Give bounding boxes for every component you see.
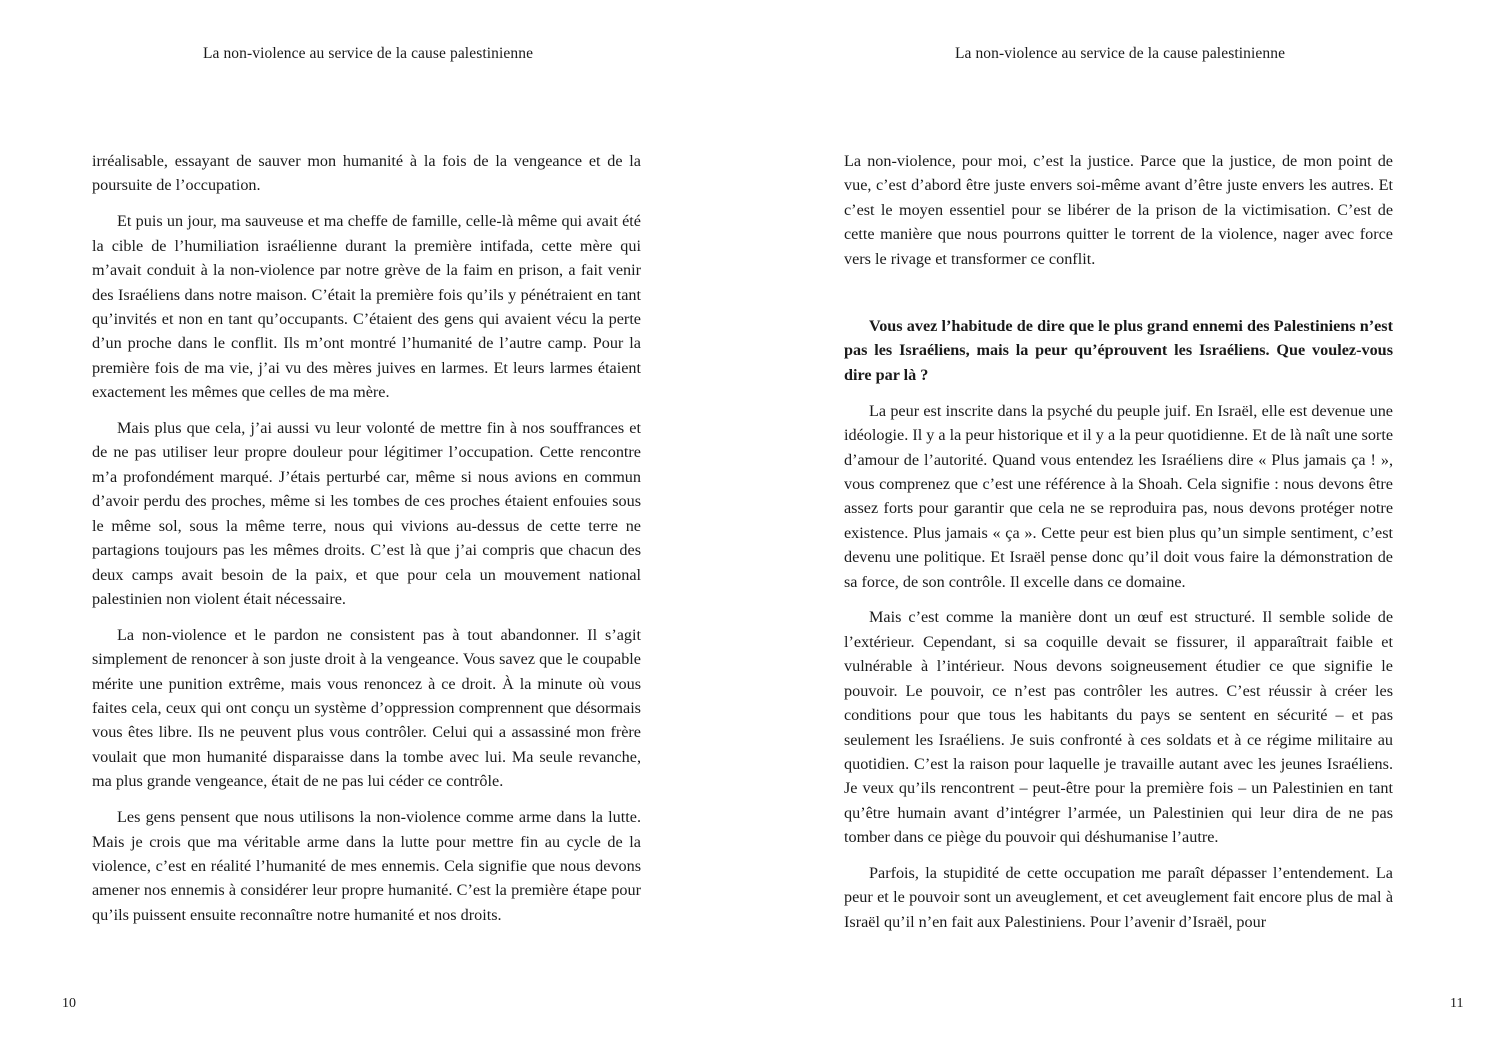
right-body-text	[844, 149, 1393, 283]
paragraph: La non-violence, pour moi, c’est la justice. Parce que la justice, de mon point de vue, c’est d’abord être juste envers soi-même avant d’être juste envers les autres. Et c’est le moyen essentiel pour se libérer de la prison de la victimisation. C’est de cette manière que nous pourrons quitter le torrent de la violence, nager avec force vers le rivage et transformer ce conflit.	[844, 152, 1393, 268]
paragraph: Mais plus que cela, j’ai aussi vu leur volonté de mettre fin à nos souffrances et de ne pas utiliser leur propre douleur pour légitimer l’occupation. Cette rencontre m’a profondément marqué. J’étais perturbé car, même si nous avions en commun d’avoir perdu des proches, même si les tombes de ces proches étaient enfouies sous le même sol, sous la même terre, nous qui vivions au-dessus de cette terre ne partagions toujours pas les mêmes droits. C’est là que j’ai compris que chacun des deux camps avait besoin de la paix, et que pour cela un mouvement national palestinien non violent était nécessaire.	[92, 419, 641, 608]
running-head-left: La non-violence au service de la cause palestinienne	[202, 45, 534, 62]
left-body-text	[92, 149, 641, 939]
page-number-left: 10	[62, 996, 76, 1011]
interview-question: Vous avez l’habitude de dire que le plus grand ennemi des Palestiniens n’est pas les Israéliens, mais la peur qu’éprouvent les Israéliens. Que voulez-vous dire par là ?	[844, 317, 1393, 384]
answer-paragraph: Parfois, la stupidité de cette occupation me paraît dépasser l’entendement. La peur et le pouvoir sont un aveuglement, et cet aveuglement fait encore plus de mal à Israël qu’il n’en fait aux Palestiniens. Pour l’avenir d’Israël, pour	[844, 864, 1393, 931]
right-page	[746, 0, 1492, 1058]
paragraph: La non-violence et le pardon ne consistent pas à tout abandonner. Il s’agit simplement de renoncer à son juste droit à la vengeance. Vous savez que le coupable mérite une punition extrême, mais vous renoncez à ce droit. À la minute où vous faites cela, ceux qui ont conçu un système d’oppression comprennent que désormais vous êtes libre. Ils ne peuvent plus vous contrôler. Celui qui a assassiné mon frère voulait que mon humanité disparaisse dans la tombe avec lui. Ma seule revanche, ma plus grande vengeance, était de ne pas lui céder ce contrôle.	[92, 625, 641, 791]
answer-paragraph: Mais c’est comme la manière dont un œuf est structuré. Il semble solide de l’extérieur. Cependant, si sa coquille devait se fissurer, il apparaîtrait faible et vulnérable à l’intérieur. Nous devons soigneusement étudier ce que signifie le pouvoir. Le pouvoir, ce n’est pas contrôler les autres. C’est réussir à créer les conditions pour que tous les habitants du pays se sentent en sécurité – et pas seulement les Israéliens. Je suis confronté à ces soldats et à ce régime militaire au quotidien. C’est la raison pour laquelle je travaille autant avec les jeunes Israéliens. Je veux qu’ils rencontrent – peut-être pour la première fois – un Palestinien en tant qu’être humain avant d’intégrer l’armée, un Palestinien qui leur dira de ne pas tomber dans ce piège du pouvoir qui déshumanise l’autre.	[844, 608, 1393, 847]
interview-qa	[844, 314, 1393, 946]
page-number-right: 11	[1450, 996, 1464, 1011]
paragraph: irréalisable, essayant de sauver mon humanité à la fois de la vengeance et de la poursuite de l’occupation.	[92, 152, 641, 195]
paragraph: Les gens pensent que nous utilisons la non-violence comme arme dans la lutte. Mais je crois que ma véritable arme dans la lutte pour mettre fin au cycle de la violence, c’est en réalité l’humanité de mes ennemis. Cela signifie que nous devons amener nos ennemis à considérer leur propre humanité. C’est la première étape pour qu’ils puissent ensuite reconnaître notre humanité et nos droits.	[92, 808, 641, 924]
running-head-right: La non-violence au service de la cause palestinienne	[954, 45, 1286, 62]
paragraph: Et puis un jour, ma sauveuse et ma cheffe de famille, celle-là même qui avait été la cible de l’humiliation israélienne durant la première intifada, cette mère qui m’avait conduit à la non-violence par notre grève de la faim en prison, a fait venir des Israéliens dans notre maison. C’était la première fois qu’ils y pénétraient en tant qu’invités et non en tant qu’occupants. C’étaient des gens qui avaient vécu la perte d’un proche dans le conflit. Ils m’ont montré l’humanité de l’autre camp. Pour la première fois de ma vie, j’ai vu des mères juives en larmes. Et leurs larmes étaient exactement les mêmes que celles de ma mère.	[92, 212, 641, 402]
answer-paragraph: La peur est inscrite dans la psyché du peuple juif. En Israël, elle est devenue une idéologie. Il y a la peur historique et il y a la peur quotidienne. Et de là naît une sorte d’amour de l’autorité. Quand vous entendez les Israéliens dire « Plus jamais ça ! », vous comprenez que c’est une référence à la Shoah. Cela signifie : nous devons être assez forts pour garantir que cela ne se reproduira pas, nous devons protéger notre existence. Plus jamais « ça ». Cette peur est bien plus qu’un simple sentiment, c’est devenu une politique. Et Israël pense donc qu’il doit vous faire la démonstration de sa force, de son contrôle. Il excelle dans ce domaine.	[844, 401, 1393, 591]
